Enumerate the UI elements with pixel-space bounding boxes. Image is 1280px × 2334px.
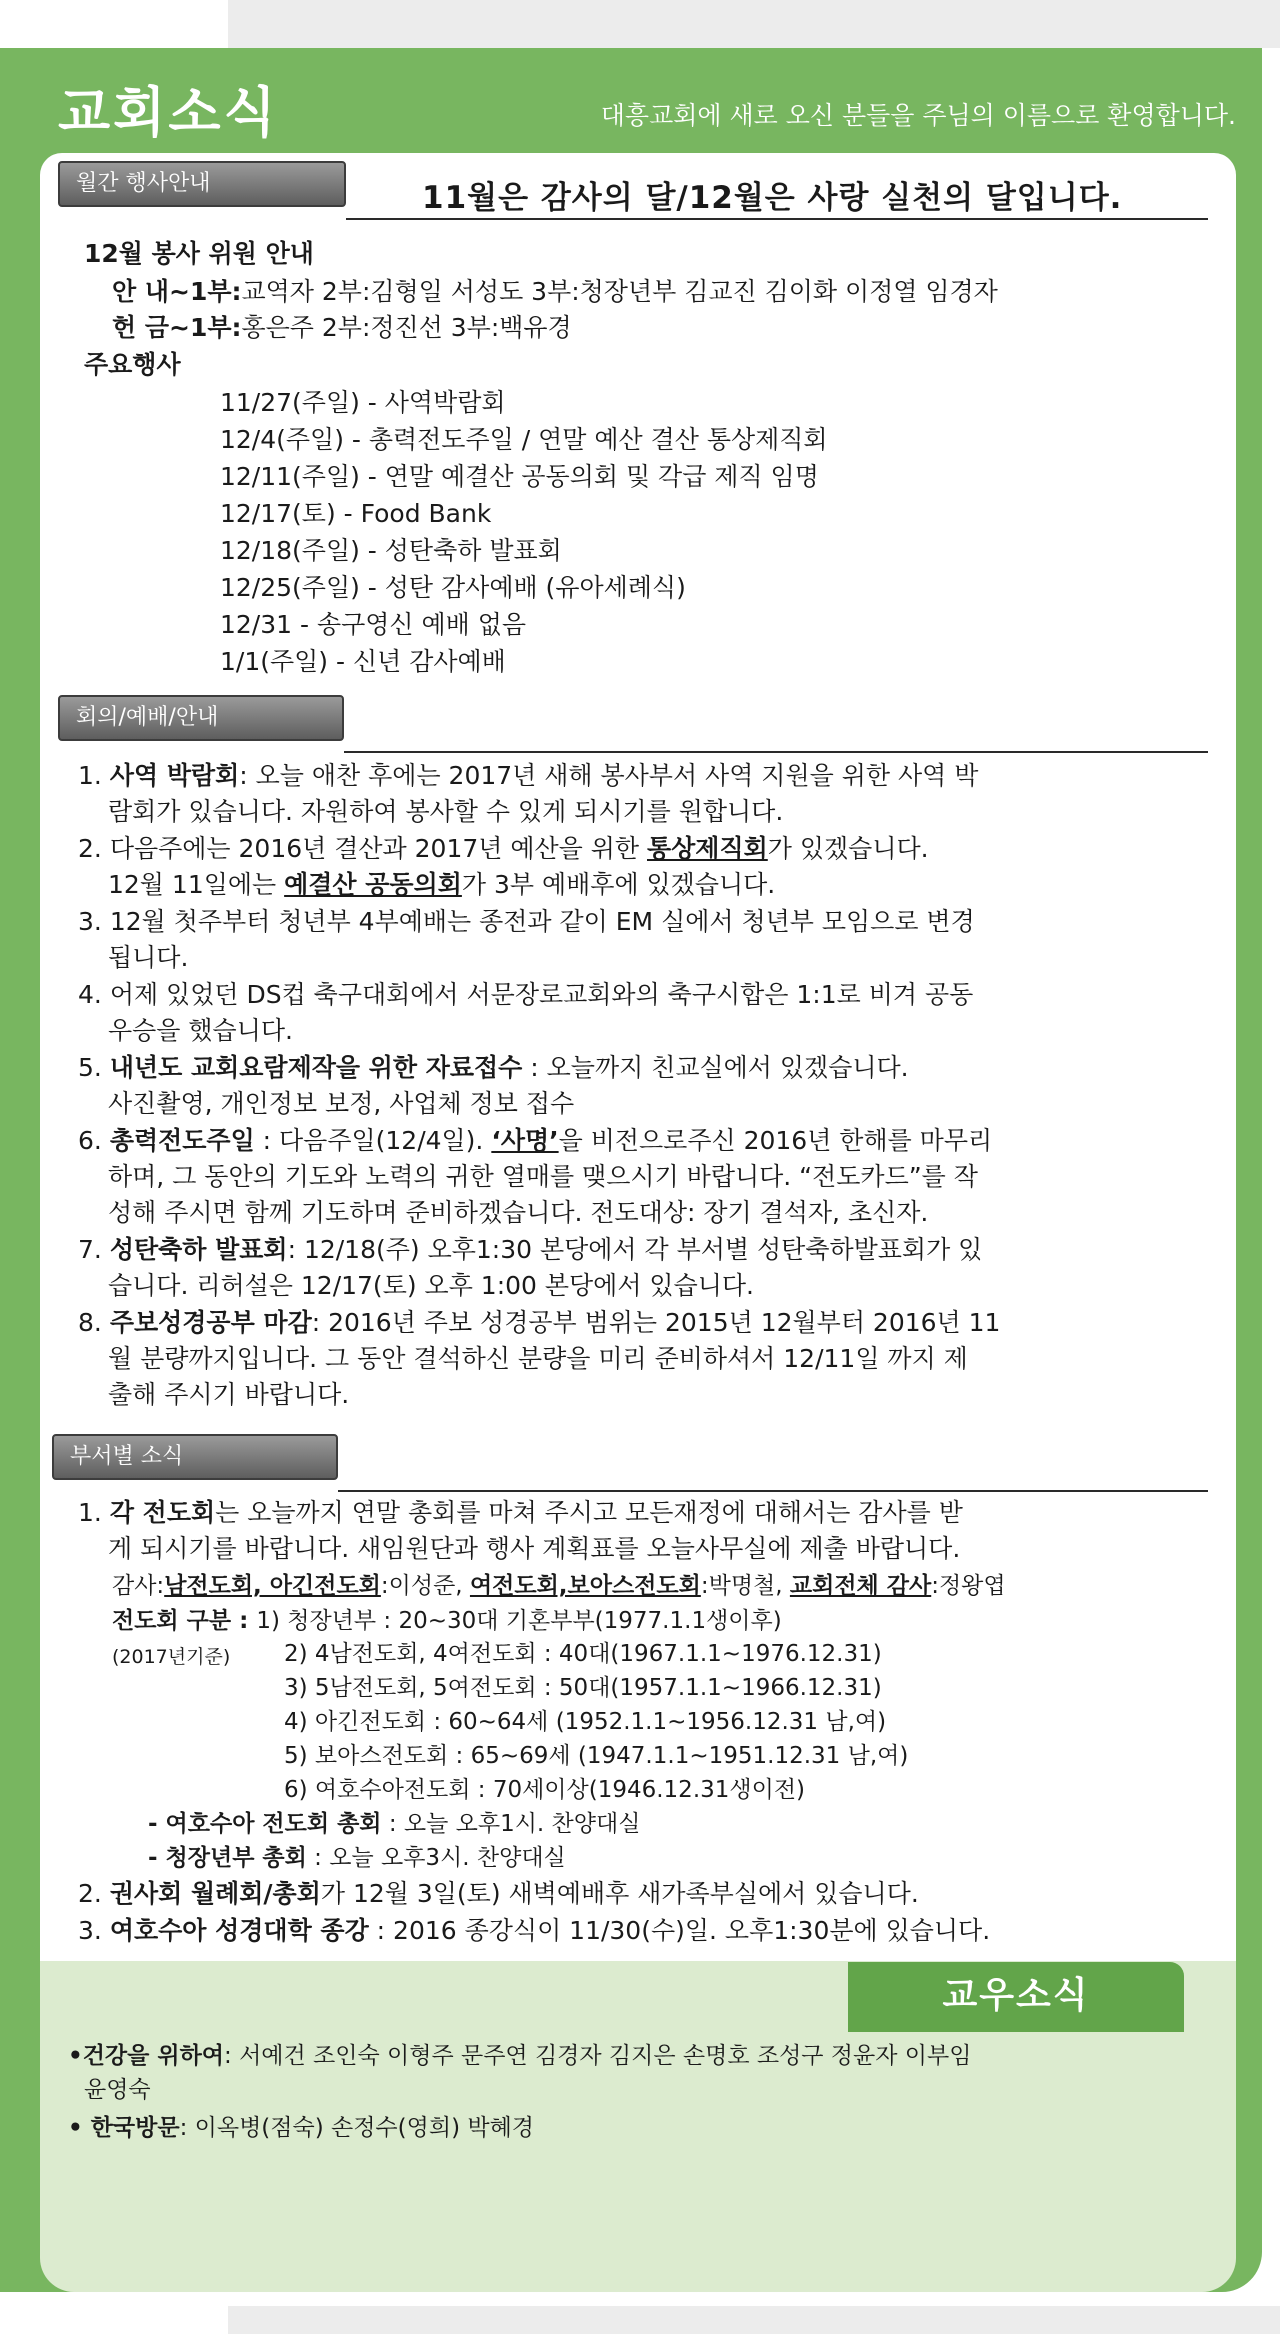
notice-3: 3. 12월 첫주부터 청년부 4부예배는 종전과 같이 EM 실에서 청년부 모임으로 변경: [78, 907, 975, 936]
health-prayer-cont: 윤영숙: [84, 2077, 151, 2103]
event-item: 12/18(주일) - 성탄축하 발표회: [220, 536, 562, 565]
bottom-margin: [0, 2292, 1280, 2334]
event-item: 12/4(주일) - 총력전도주일 / 연말 예산 결산 통상제직회: [220, 425, 828, 454]
notice-7: 7. 성탄축하 발표회: 12/18(주) 오후1:30 본당에서 각 부서별 성탄축하발표회가 있: [78, 1235, 983, 1264]
section-rule: [338, 1490, 1208, 1492]
events-title: 주요행사: [84, 350, 181, 379]
notice-5: 5. 내년도 교회요람제작을 위한 자료접수 : 오늘까지 친교실에서 있겠습니다.: [78, 1053, 909, 1082]
division-note: (2017년기준): [112, 1646, 231, 1668]
volunteer-title: 12월 봉사 위원 안내: [84, 239, 314, 268]
notice-2: 2. 다음주에는 2016년 결산과 2017년 예산을 위한 통상제직회가 있겠습니다.: [78, 834, 929, 863]
division-item: 3) 5남전도회, 5여전도회 : 50대(1957.1.1~1966.12.31): [284, 1675, 882, 1701]
event-item: 12/17(토) - Food Bank: [220, 499, 492, 528]
notice-7-cont: 습니다. 리허설은 12/17(토) 오후 1:00 본당에서 있습니다.: [108, 1271, 754, 1300]
health-prayer-row: •건강을 위하여: 서예건 조인숙 이형주 문주연 김경자 김지은 손명호 조성구 정윤자 이부임: [68, 2043, 972, 2069]
page-title: 교회소식: [58, 81, 279, 144]
notice-1: 1. 사역 박람회: 오늘 애찬 후에는 2017년 새해 봉사부서 사역 지원을 위한 사역 박: [78, 761, 979, 790]
notice-6: 6. 총력전도주일 : 다음주일(12/4일). ‘사명’을 비전으로주신 2016년 한해를 마무리: [78, 1126, 993, 1155]
section-tag-meetings: 회의/예배/안내: [58, 695, 344, 741]
event-item: 12/25(주일) - 성탄 감사예배 (유아세례식): [220, 573, 686, 602]
event-item: 12/11(주일) - 연말 예결산 공동의회 및 각급 제직 임명: [220, 462, 819, 491]
top-margin: [0, 0, 1280, 48]
notice-2-cont: 12월 11일에는 예결산 공동의회가 3부 예배후에 있겠습니다.: [108, 870, 776, 899]
alumni-title: 교우소식: [848, 1962, 1184, 2032]
division-item: 5) 보아스전도회 : 65~69세 (1947.1.1~1951.12.31 남,여): [284, 1743, 909, 1769]
notice-5-cont: 사진촬영, 개인정보 보정, 사업체 정보 접수: [108, 1089, 575, 1118]
division-item: 2) 4남전도회, 4여전도회 : 40대(1967.1.1~1976.12.31): [284, 1641, 882, 1667]
notice-8-cont: 출해 주시기 바랍니다.: [108, 1380, 350, 1409]
bottom-grey-band: [228, 2306, 1280, 2334]
korea-visit-row: • 한국방문: 이옥병(점숙) 손정수(영희) 박혜경: [68, 2115, 535, 2141]
notice-8-cont: 월 분량까지입니다. 그 동안 결석하신 분량을 미리 준비하셔서 12/11일 까지 제: [108, 1344, 968, 1373]
notice-6-cont: 성해 주시면 함께 기도하며 준비하겠습니다. 전도대상: 장기 결석자, 초신자.: [108, 1198, 929, 1227]
section-rule: [346, 218, 1208, 220]
division-item: 6) 여호수아전도회 : 70세이상(1946.12.31생이전): [284, 1777, 806, 1803]
header: [0, 48, 1262, 153]
section-rule: [344, 751, 1208, 753]
assembly-young-adults: - 청장년부 총회 : 오늘 오후3시. 찬양대실: [148, 1845, 566, 1871]
assembly-joshua: - 여호수아 전도회 총회 : 오늘 오후1시. 찬양대실: [148, 1811, 641, 1837]
volunteer-offering-row: 헌 금~1부:홍은주 2부:정진선 3부:백유경: [112, 313, 572, 342]
dept-notice-3: 3. 여호수아 성경대학 종강 : 2016 종강식이 11/30(수)일. 오후1:30분에 있습니다.: [78, 1916, 991, 1945]
division-item: 4) 아긴전도회 : 60~64세 (1952.1.1~1956.12.31 남,여): [284, 1709, 887, 1735]
notice-4-cont: 우승을 했습니다.: [108, 1016, 293, 1045]
section-tag-monthly: 월간 행사안내: [58, 161, 346, 207]
section-tag-departments: 부서별 소식: [52, 1434, 338, 1480]
dept-notice-1: 1. 각 전도회는 오늘까지 연말 총회를 마쳐 주시고 모든재정에 대해서는 감사를 받: [78, 1498, 963, 1527]
notice-3-cont: 됩니다.: [108, 943, 189, 972]
volunteer-guide-row: 안 내~1부:교역자 2부:김형일 서성도 3부:청장년부 김교진 김이화 이정열 임경자: [112, 277, 998, 306]
notice-8: 8. 주보성경공부 마감: 2016년 주보 성경공부 범위는 2015년 12월부터 2016년 11: [78, 1308, 1001, 1337]
event-item: 1/1(주일) - 신년 감사예배: [220, 647, 506, 676]
notice-1-cont: 람회가 있습니다. 자원하여 봉사할 수 있게 되시기를 원합니다.: [108, 797, 784, 826]
monthly-headline: 11월은 감사의 달/12월은 사랑 실천의 달입니다.: [422, 180, 1123, 216]
notice-4: 4. 어제 있었던 DS컵 축구대회에서 서문장로교회와의 축구시합은 1:1로 비겨 공동: [78, 980, 974, 1009]
event-item: 11/27(주일) - 사역박람회: [220, 388, 506, 417]
auditors-row: 감사:남전도회, 아긴전도회:이성준, 여전도회,보아스전도회:박명철, 교회전체 감사:정왕엽: [112, 1573, 1006, 1599]
top-grey-band: [228, 0, 1280, 48]
dept-notice-2: 2. 권사회 월례회/총회가 12월 3일(토) 새벽예배후 새가족부실에서 있습니다.: [78, 1879, 919, 1908]
notice-6-cont: 하며, 그 동안의 기도와 노력의 귀한 열매를 맺으시기 바랍니다. “전도카드”를 작: [108, 1162, 978, 1191]
event-item: 12/31 - 송구영신 예배 없음: [220, 610, 527, 639]
division-row: 전도회 구분 : 1) 청장년부 : 20~30대 기혼부부(1977.1.1생이후): [112, 1608, 782, 1634]
welcome-message: 대흥교회에 새로 오신 분들을 주님의 이름으로 환영합니다.: [600, 101, 1236, 130]
dept-notice-1-cont: 게 되시기를 바랍니다. 새임원단과 행사 계획표를 오늘사무실에 제출 바랍니다.: [108, 1534, 961, 1563]
